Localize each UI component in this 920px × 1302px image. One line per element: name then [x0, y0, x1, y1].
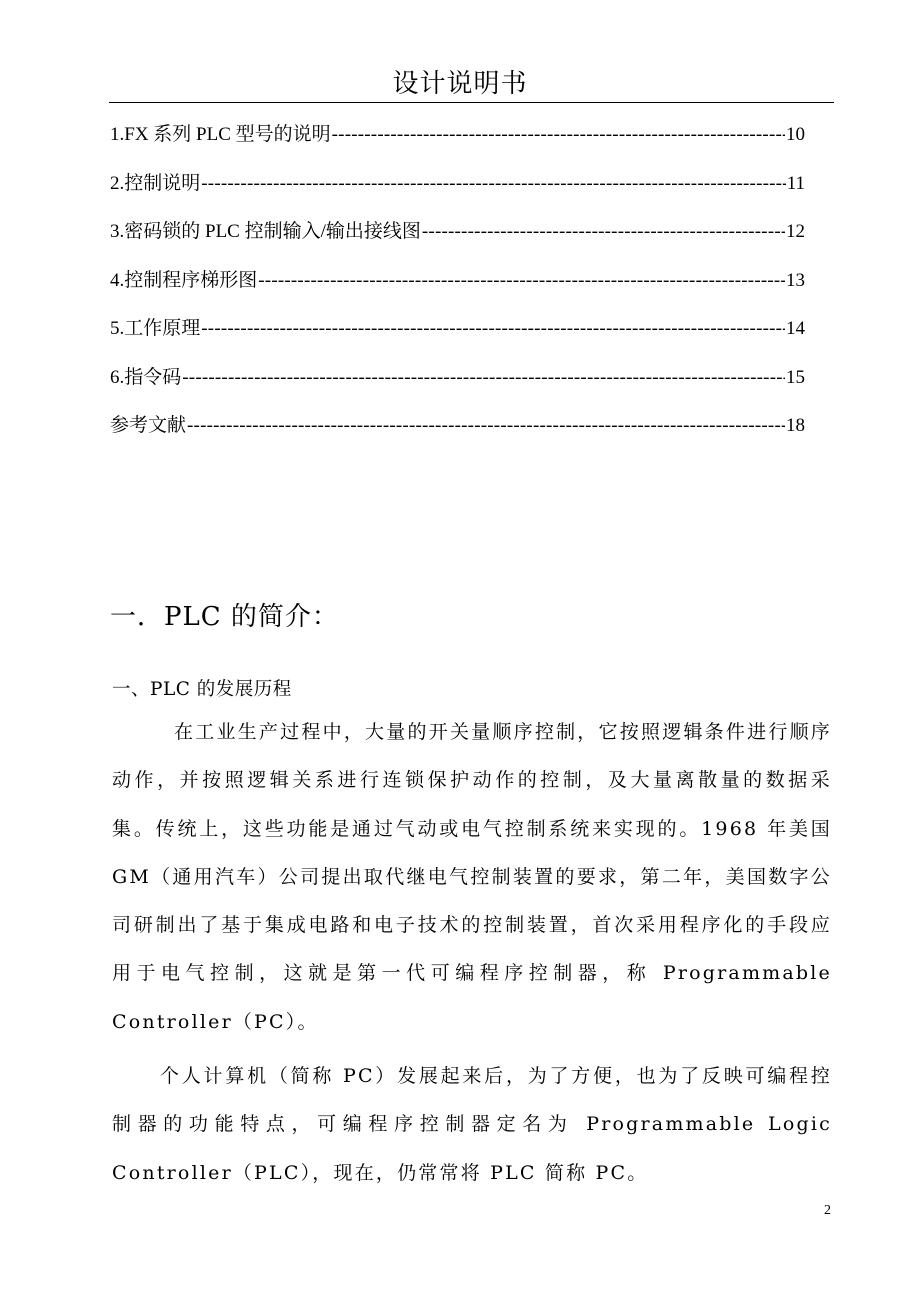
toc-entry[interactable]: [110, 217, 805, 266]
toc-entry-page: 18: [786, 415, 805, 436]
toc-leader: [201, 169, 785, 199]
toc-entry-title: 5.工作原理: [110, 318, 201, 339]
header-divider: [109, 102, 834, 103]
toc-leader: [182, 363, 785, 393]
toc-entry-title: 3.密码锁的 PLC 控制输入/输出接线图: [110, 221, 421, 242]
header-title: 设计说明书: [392, 69, 528, 99]
toc-entry-page: 13: [786, 269, 805, 291]
body-paragraph: 个人计算机（简称 PC）发展起来后，为了方便，也为了反映可编程控制器的功能特点，可编程序控制器定名为 Programmable Logic Controller（PLC），现在，仍常常将 PLC 简称 PC。: [112, 1065, 832, 1184]
toc-entry-page: 11: [786, 172, 805, 194]
body-paragraph: 在工业生产过程中，大量的开关量顺序控制，它按照逻辑条件进行顺序动作，并按照逻辑关系进行连锁保护动作的控制，及大量离散量的数据采集。传统上，这些功能是通过气动或电气控制系统来实现的。1968 年美国 GM（通用汽车）公司提出取代继电气控制装置的要求，第二年，美国数字公司研制出了基于集成电路和电子技术的控制装置，首次采用程序化的手段应用于电气控制，这就是第一代可编程序控制器，称 Programmable Controller（PC）。: [112, 721, 832, 1033]
toc-entry[interactable]: [110, 411, 805, 460]
toc-entry[interactable]: [110, 120, 805, 169]
section-subheading: 一、PLC 的发展历程: [112, 679, 292, 700]
toc-entry[interactable]: [110, 266, 805, 315]
toc-entry-page: 10: [786, 124, 805, 145]
toc-leader: [422, 217, 785, 247]
toc-leader: [332, 120, 785, 150]
toc-entry-page: 14: [786, 318, 805, 339]
toc-entry-title: 4.控制程序梯形图: [110, 269, 258, 291]
section-heading: 一．PLC 的简介：: [110, 602, 339, 632]
toc-leader: [258, 266, 785, 296]
page-number: 2: [824, 1203, 831, 1218]
toc-leader: [201, 314, 785, 344]
toc-entry-page: 12: [786, 221, 805, 242]
toc-entry[interactable]: [110, 363, 805, 412]
toc-entry[interactable]: [110, 314, 805, 363]
toc-entry-title: 1.FX 系列 PLC 型号的说明: [110, 124, 331, 145]
toc-entry-title: 2.控制说明: [110, 172, 201, 194]
toc-leader: [187, 411, 785, 441]
table-of-contents: [110, 120, 805, 460]
toc-entry[interactable]: [110, 169, 805, 218]
toc-entry-page: 15: [786, 366, 805, 388]
toc-entry-title: 参考文献: [110, 415, 187, 436]
toc-entry-title: 6.指令码: [110, 366, 182, 388]
